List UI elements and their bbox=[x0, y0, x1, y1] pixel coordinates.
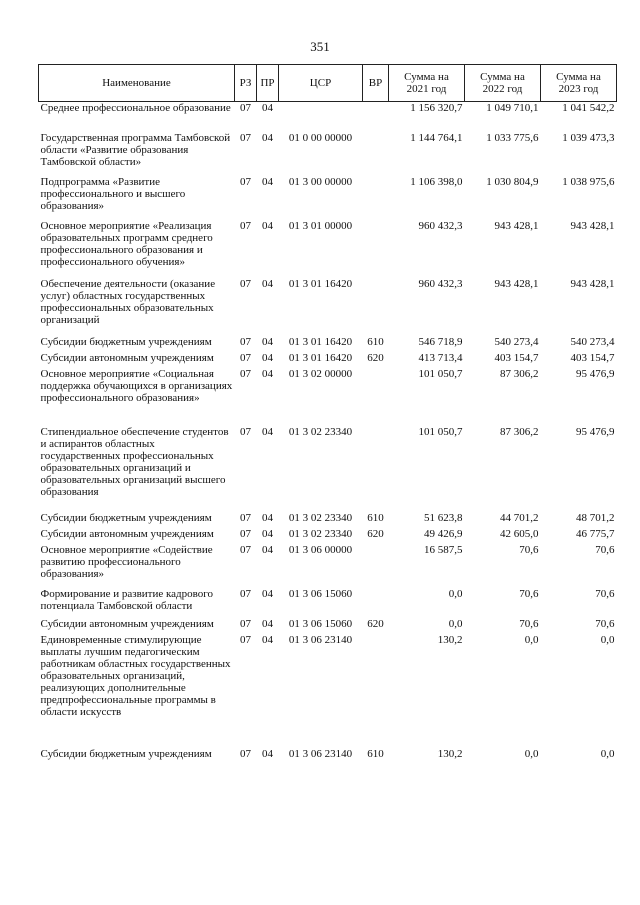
row-sum-2022: 943 428,1 bbox=[494, 277, 539, 290]
row-sum-2023: 0,0 bbox=[600, 633, 615, 646]
row-name: Среднее профессиональное образование bbox=[40, 102, 231, 114]
row-pr: 04 bbox=[262, 131, 273, 144]
table-row bbox=[39, 352, 617, 368]
row-name: Субсидии автономным учреждениям bbox=[40, 617, 214, 630]
row-name: Основное мероприятие «Реализация образовательных программ среднего профессионального образования и профессионального обучения» bbox=[40, 219, 213, 268]
row-sum-2021: 960 432,3 bbox=[418, 277, 463, 290]
row-sum-2021: 1 106 398,0 bbox=[410, 175, 463, 188]
row-csr: 01 3 06 23140 bbox=[288, 633, 353, 646]
row-sum-2021: 16 587,5 bbox=[424, 543, 463, 556]
row-sum-2021: 130,2 bbox=[437, 633, 463, 646]
row-vr bbox=[363, 132, 389, 176]
row-name: Субсидии автономным учреждениям bbox=[40, 351, 214, 364]
row-name: Субсидии бюджетным учреждениям bbox=[40, 335, 212, 348]
row-sum-2021: 546 718,9 bbox=[418, 335, 463, 348]
table-row bbox=[39, 748, 617, 764]
row-pr: 04 bbox=[262, 367, 273, 380]
row-sum-2021: 0,0 bbox=[448, 587, 463, 600]
row-pr: 04 bbox=[262, 175, 273, 188]
row-pr: 04 bbox=[262, 527, 273, 540]
row-name: Формирование и развитие кадрового потенциала Тамбовской области bbox=[40, 587, 213, 612]
row-sum-2021: 1 156 320,7 bbox=[410, 102, 463, 114]
row-sum-2023: 1 039 473,3 bbox=[562, 131, 615, 144]
row-rz: 07 bbox=[240, 633, 251, 646]
row-name: Подпрограмма «Развитие профессионального и высшего образования» bbox=[40, 175, 186, 212]
header-name: Наименование bbox=[39, 65, 235, 102]
row-sum-2023: 540 273,4 bbox=[570, 335, 615, 348]
row-sum-2022: 0,0 bbox=[524, 633, 539, 646]
row-csr: 01 3 01 16420 bbox=[288, 277, 353, 290]
row-sum-2021: 413 713,4 bbox=[418, 351, 463, 364]
row-rz: 07 bbox=[240, 527, 251, 540]
table-row bbox=[39, 634, 617, 748]
row-vr bbox=[363, 102, 389, 132]
row-csr bbox=[279, 102, 363, 132]
row-vr: 610 bbox=[367, 747, 384, 760]
row-pr: 04 bbox=[262, 102, 273, 114]
table-header-row bbox=[39, 65, 617, 102]
row-sum-2022: 1 030 804,9 bbox=[486, 175, 539, 188]
row-sum-2022: 42 605,0 bbox=[500, 527, 539, 540]
row-sum-2022: 87 306,2 bbox=[500, 425, 539, 438]
row-pr: 04 bbox=[262, 633, 273, 646]
row-rz: 07 bbox=[240, 175, 251, 188]
row-sum-2022: 1 033 775,6 bbox=[486, 131, 539, 144]
row-rz: 07 bbox=[240, 277, 251, 290]
row-rz: 07 bbox=[240, 131, 251, 144]
row-name: Субсидии автономным учреждениям bbox=[40, 527, 214, 540]
row-vr bbox=[363, 634, 389, 748]
row-sum-2022: 70,6 bbox=[519, 543, 539, 556]
row-sum-2023: 943 428,1 bbox=[570, 277, 615, 290]
row-sum-2021: 49 426,9 bbox=[424, 527, 463, 540]
row-rz: 07 bbox=[240, 102, 251, 114]
table-row bbox=[39, 544, 617, 588]
row-sum-2021: 51 623,8 bbox=[424, 511, 463, 524]
row-sum-2021: 101 050,7 bbox=[418, 425, 463, 438]
table-row bbox=[39, 220, 617, 278]
row-sum-2021: 960 432,3 bbox=[418, 219, 463, 232]
header-sum-2021-line1: Сумма на bbox=[404, 71, 449, 83]
row-sum-2023: 943 428,1 bbox=[570, 219, 615, 232]
row-sum-2023: 1 041 542,2 bbox=[562, 102, 615, 114]
row-name: Государственная программа Тамбовской области «Развитие образования Тамбовской области» bbox=[40, 131, 231, 168]
header-vr: ВР bbox=[363, 65, 389, 102]
row-rz: 07 bbox=[240, 747, 251, 760]
row-vr bbox=[363, 278, 389, 336]
row-sum-2021: 1 144 764,1 bbox=[410, 131, 463, 144]
row-pr: 04 bbox=[262, 277, 273, 290]
row-vr: 610 bbox=[367, 511, 384, 524]
table-row bbox=[39, 278, 617, 336]
row-rz: 07 bbox=[240, 543, 251, 556]
row-name: Основное мероприятие «Социальная поддержка обучающихся в организациях профессионального образования» bbox=[40, 367, 233, 404]
row-pr: 04 bbox=[262, 617, 273, 630]
row-sum-2023: 70,6 bbox=[595, 617, 615, 630]
row-sum-2023: 403 154,7 bbox=[570, 351, 615, 364]
row-sum-2022: 943 428,1 bbox=[494, 219, 539, 232]
row-name: Субсидии бюджетным учреждениям bbox=[40, 747, 212, 760]
header-csr: ЦСР bbox=[279, 65, 363, 102]
row-csr: 01 0 00 00000 bbox=[288, 131, 353, 144]
row-sum-2023: 95 476,9 bbox=[576, 367, 615, 380]
row-rz: 07 bbox=[240, 511, 251, 524]
header-sum-2022 bbox=[465, 65, 541, 102]
row-pr: 04 bbox=[262, 425, 273, 438]
table-row bbox=[39, 132, 617, 176]
table-row bbox=[39, 176, 617, 220]
row-name: Субсидии бюджетным учреждениям bbox=[40, 511, 212, 524]
row-sum-2021: 0,0 bbox=[448, 617, 463, 630]
row-rz: 07 bbox=[240, 587, 251, 600]
row-sum-2023: 0,0 bbox=[600, 747, 615, 760]
header-sum-2021 bbox=[389, 65, 465, 102]
row-vr: 620 bbox=[367, 351, 384, 364]
row-sum-2021: 101 050,7 bbox=[418, 367, 463, 380]
row-name: Единовременные стимулирующие выплаты лучшим педагогическим работникам областных государственных образовательных организаций, реализующих дополнительные предпрофессиональные программы в области искусств bbox=[40, 633, 231, 718]
row-pr: 04 bbox=[262, 335, 273, 348]
row-sum-2021: 130,2 bbox=[437, 747, 463, 760]
row-csr: 01 3 06 15060 bbox=[288, 587, 353, 600]
header-sum-2022-line2: 2022 год bbox=[482, 83, 523, 95]
row-pr: 04 bbox=[262, 747, 273, 760]
row-vr: 610 bbox=[367, 335, 384, 348]
row-sum-2022: 403 154,7 bbox=[494, 351, 539, 364]
header-sum-2023 bbox=[541, 65, 617, 102]
row-sum-2022: 44 701,2 bbox=[500, 511, 539, 524]
row-vr: 620 bbox=[367, 617, 384, 630]
row-csr: 01 3 02 23340 bbox=[288, 511, 353, 524]
row-csr: 01 3 01 00000 bbox=[288, 219, 353, 232]
table-row bbox=[39, 368, 617, 426]
table-row bbox=[39, 512, 617, 528]
row-csr: 01 3 06 00000 bbox=[288, 543, 353, 556]
row-sum-2023: 46 775,7 bbox=[576, 527, 615, 540]
row-csr: 01 3 00 00000 bbox=[288, 175, 353, 188]
row-pr: 04 bbox=[262, 543, 273, 556]
row-vr: 620 bbox=[367, 527, 384, 540]
row-sum-2022: 1 049 710,1 bbox=[486, 102, 539, 114]
row-csr: 01 3 02 00000 bbox=[288, 367, 353, 380]
page-number: 351 bbox=[310, 39, 330, 54]
row-csr: 01 3 06 23140 bbox=[288, 747, 353, 760]
row-vr bbox=[363, 544, 389, 588]
row-vr bbox=[363, 220, 389, 278]
row-csr: 01 3 06 15060 bbox=[288, 617, 353, 630]
row-csr: 01 3 01 16420 bbox=[288, 351, 353, 364]
row-vr bbox=[363, 426, 389, 512]
header-sum-2022-line1: Сумма на bbox=[480, 71, 525, 83]
row-rz: 07 bbox=[240, 617, 251, 630]
row-sum-2023: 95 476,9 bbox=[576, 425, 615, 438]
row-csr: 01 3 02 23340 bbox=[288, 527, 353, 540]
row-csr: 01 3 01 16420 bbox=[288, 335, 353, 348]
row-sum-2023: 48 701,2 bbox=[576, 511, 615, 524]
header-rz: РЗ bbox=[235, 65, 257, 102]
row-sum-2022: 540 273,4 bbox=[494, 335, 539, 348]
row-sum-2022: 70,6 bbox=[519, 617, 539, 630]
row-sum-2022: 70,6 bbox=[519, 587, 539, 600]
row-pr: 04 bbox=[262, 351, 273, 364]
row-vr bbox=[363, 176, 389, 220]
table-row bbox=[39, 102, 617, 132]
row-rz: 07 bbox=[240, 367, 251, 380]
table-row bbox=[39, 336, 617, 352]
table-row bbox=[39, 588, 617, 618]
row-pr: 04 bbox=[262, 219, 273, 232]
row-name: Обеспечение деятельности (оказание услуг) областных государственных профессиональных образовательных организаций bbox=[40, 277, 216, 326]
budget-table bbox=[38, 64, 617, 764]
row-rz: 07 bbox=[240, 219, 251, 232]
row-pr: 04 bbox=[262, 587, 273, 600]
row-rz: 07 bbox=[240, 351, 251, 364]
table-row bbox=[39, 528, 617, 544]
row-vr bbox=[363, 368, 389, 426]
row-pr: 04 bbox=[262, 511, 273, 524]
row-name: Стипендиальное обеспечение студентов и аспирантов областных государственных профессиональных образовательных организаций и образовательных организаций высшего образования bbox=[40, 425, 229, 498]
header-sum-2021-line2: 2021 год bbox=[406, 83, 447, 95]
row-csr: 01 3 02 23340 bbox=[288, 425, 353, 438]
row-sum-2023: 70,6 bbox=[595, 587, 615, 600]
row-sum-2023: 1 038 975,6 bbox=[562, 175, 615, 188]
header-sum-2023-line1: Сумма на bbox=[556, 71, 601, 83]
row-vr bbox=[363, 588, 389, 618]
row-rz: 07 bbox=[240, 425, 251, 438]
row-sum-2023: 70,6 bbox=[595, 543, 615, 556]
row-name: Основное мероприятие «Содействие развитию профессионального образования» bbox=[40, 543, 213, 580]
table-row bbox=[39, 426, 617, 512]
header-pr: ПР bbox=[257, 65, 279, 102]
row-rz: 07 bbox=[240, 335, 251, 348]
row-sum-2022: 87 306,2 bbox=[500, 367, 539, 380]
table-row bbox=[39, 618, 617, 634]
header-sum-2023-line2: 2023 год bbox=[558, 83, 599, 95]
row-sum-2022: 0,0 bbox=[524, 747, 539, 760]
